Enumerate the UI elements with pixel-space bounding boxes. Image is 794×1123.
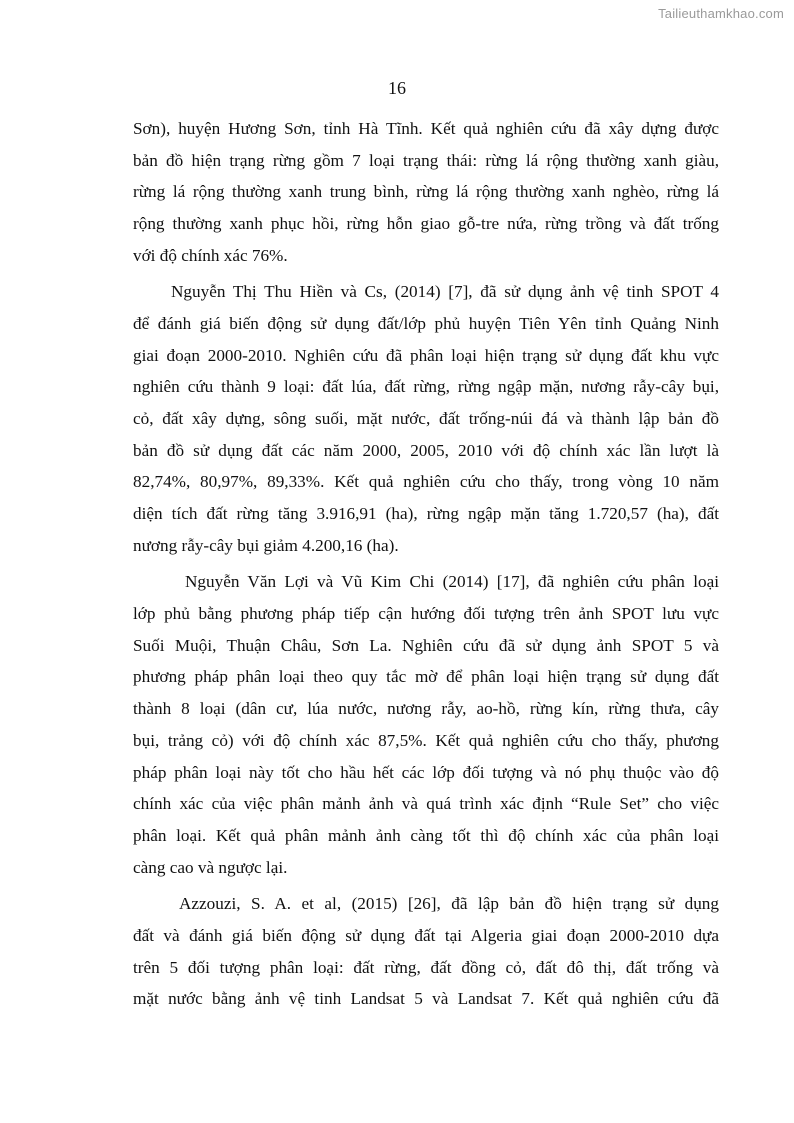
text-line: Sơn), huyện Hương Sơn, tỉnh Hà Tĩnh. Kết quả nghiên cứu đã xây dựng được xyxy=(133,119,719,138)
text-line: pháp phân loại này tốt cho hầu hết các lớp đối tượng và nó phụ thuộc vào độ xyxy=(133,762,719,782)
text-line: với độ chính xác 76%. xyxy=(133,245,288,265)
text-line: cỏ, đất xây dựng, sông suối, mặt nước, đất trống-núi đá và thành lập bản đồ xyxy=(133,409,719,429)
text-line: bụi, trảng cỏ) với độ chính xác 87,5%. Kết quả nghiên cứu cho thấy, phương xyxy=(133,730,719,750)
text-line: phương pháp phân loại theo quy tắc mờ để phân loại hiện trạng sử dụng đất xyxy=(133,667,719,687)
text-line: diện tích đất rừng tăng 3.916,91 (ha), rừng ngập mặn tăng 1.720,57 (ha), đất xyxy=(133,504,719,524)
text-line: bản đồ hiện trạng rừng gồm 7 loại trạng thái: rừng lá rộng thường xanh giàu, xyxy=(133,150,719,170)
text-line: trên 5 đối tượng phân loại: đất rừng, đất đồng cỏ, đất đô thị, đất trống và xyxy=(133,957,719,977)
text-line: 82,74%, 80,97%, 89,33%. Kết quả nghiên cứu cho thấy, trong vòng 10 năm xyxy=(133,472,719,492)
text-line: bản đồ sử dụng đất các năm 2000, 2005, 2010 với độ chính xác lần lượt là xyxy=(133,440,719,460)
text-line: Suối Muội, Thuận Châu, Sơn La. Nghiên cứu đã sử dụng ảnh SPOT 5 và xyxy=(133,635,719,655)
text-line: giai đoạn 2000-2010. Nghiên cứu đã phân loại hiện trạng sử dụng đất khu vực xyxy=(133,345,719,365)
text-line: phân loại. Kết quả phân mảnh ảnh càng tốt thì độ chính xác của phân loại xyxy=(133,825,719,845)
page-number: 16 xyxy=(388,78,406,98)
text-line: chính xác của việc phân mảnh ảnh và quá trình xác định “Rule Set” cho việc xyxy=(133,794,719,814)
text-line: nương rẫy-cây bụi giảm 4.200,16 (ha). xyxy=(133,535,399,555)
text-line: nghiên cứu thành 9 loại: đất lúa, đất rừng, rừng ngập mặn, nương rẫy-cây bụi, xyxy=(133,377,719,397)
text-line: Azzouzi, S. A. et al, (2015) [26], đã lập bản đồ hiện trạng sử dụng xyxy=(179,894,719,914)
text-line: đất và đánh giá biến động sử dụng đất tại Algeria giai đoạn 2000-2010 dựa xyxy=(133,925,719,945)
document-body xyxy=(133,113,719,1015)
text-line: rộng thường xanh phục hồi, rừng hỗn giao gỗ-tre nứa, rừng trồng và đất trống xyxy=(133,214,719,234)
paragraph-1 xyxy=(133,113,719,271)
paragraph-2 xyxy=(133,276,719,561)
text-line: rừng lá rộng thường xanh trung bình, rừng lá rộng thường xanh nghèo, rừng lá xyxy=(133,182,719,202)
text-line: lớp phủ bằng phương pháp tiếp cận hướng đối tượng trên ảnh SPOT lưu vực xyxy=(133,604,719,624)
text-line: thành 8 loại (dân cư, lúa nước, nương rẫy, ao-hồ, rừng kín, rừng thưa, cây xyxy=(133,699,719,719)
paragraph-4 xyxy=(133,888,719,1015)
text-line: để đánh giá biến động sử dụng đất/lớp phủ huyện Tiên Yên tỉnh Quảng Ninh xyxy=(133,314,719,334)
watermark: Tailieuthamkhao.com xyxy=(658,6,784,21)
text-line: mặt nước bằng ảnh vệ tinh Landsat 5 và Landsat 7. Kết quả nghiên cứu đã xyxy=(133,989,719,1009)
text-line: càng cao và ngược lại. xyxy=(133,857,288,877)
paragraph-3 xyxy=(133,566,719,883)
text-line: Nguyễn Thị Thu Hiền và Cs, (2014) [7], đã sử dụng ảnh vệ tinh SPOT 4 xyxy=(171,282,719,302)
text-line: Nguyễn Văn Lợi và Vũ Kim Chi (2014) [17], đã nghiên cứu phân loại xyxy=(185,572,719,592)
